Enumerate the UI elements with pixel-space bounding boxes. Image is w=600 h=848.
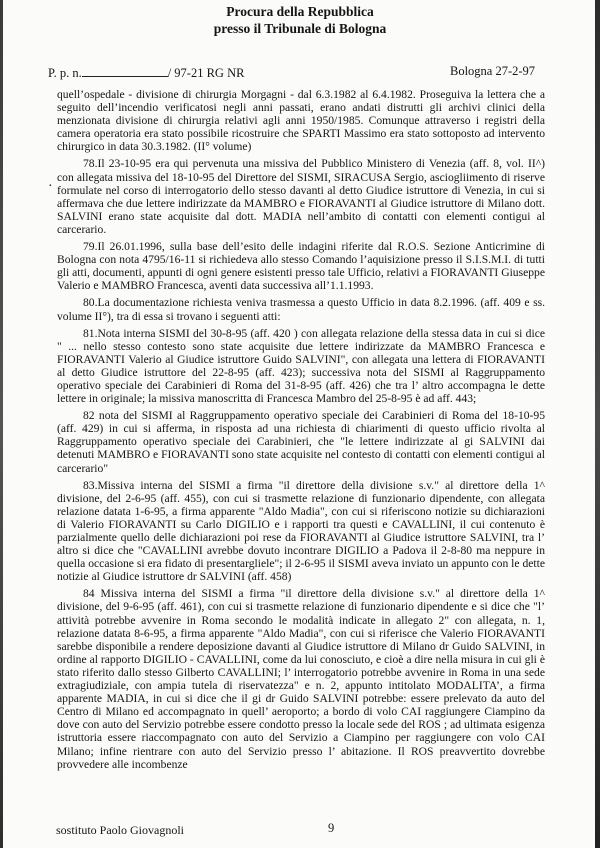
paragraph-79: 79.Il 26.01.1996, sulla base dell’esito delle indagini riferite dal R.O.S. Sezione Anticrimine di Bologna con nota 4795/16-11 si richiedeva allo stesso Comando l’aquisizione presso il S.I.S.M.I. di tutti gli atti, documenti, appunti di ogni genere esistenti presso tale Ufficio, relativi a FIORAVANTI Giuseppe Valerio e MAMBRO Francesca, aventi data successiva all’1.1.1993. (57, 240, 545, 293)
page-number: 9 (328, 821, 335, 835)
scan-edge-left (0, 0, 3, 848)
paragraph-83: 83.Missiva interna del SISMI a firma "il direttore della divisione s.v." al direttore della 1^ divisione, del 2-6-95 (aff. 455), con cui si trasmette relazione di funzionario dipendente, con allegata relazione datata 1-6-95, a firma apparente "Aldo Madia", con cui si riferiscono notizie su dichiarazioni di Valerio FIORAVANTI su Carlo DIGILIO e i rapporti tra questi e CAVALLINI, il cui contenuto è parzialmente quello delle dichiarazioni poi rese da FIORAVANTI al Giudice istruttore SALVINI, tra l’ altro si dice che "CAVALLINI avrebbe dovuto incontrare DIGILIO a Padova il 2-8-80 ma neppure in quella occasione si era fidato di presentargliele"; il 2-6-95 il SISMI aveva inviato un appunto con le dette notizie al Giudice istruttore dr SALVINI (aff. 458) (57, 478, 545, 584)
header-court: presso il Tribunale di Bologna (213, 21, 387, 36)
paragraph-80: 80.La documentazione richiesta veniva trasmessa a questo Ufficio in data 8.2.1996. (aff. 409 e ss. volume II°), tra di essa si trovano i seguenti atti: (57, 296, 545, 323)
paragraph-78: 78.Il 23-10-95 era qui pervenuta una missiva del Pubblico Ministero di Venezia (aff. 8, vol. II^) con allegata missiva del 18-10-95 del Direttore del SISMI, SIRACUSA Sergio, asciogliimento di riserve formulate nel corso di interrogatorio dello stesso davanti al detto Giudice istruttore di Venezia, in cui si affermava che due lettere indirizzate da MAMBRO e FIORAVANTI al Giudice istruttore di Milano dott. SALVINI erano state acquisite dal dott. MADIA nell’ambito di contatti con elementi contigui al carcerario. (57, 157, 545, 236)
margin-mark: · (48, 179, 53, 194)
paragraph-84: 84 Missiva interna del SISMI a firma "il direttore della divisione s.v." al direttore della 1^ divisione, del 9-6-95 (aff. 461), con cui si trasmette relazione di funzionario dipendente e si dice che "l’ attività potrebbe avvenire in Roma secondo le modalità indicate in allegato 2" con allegata, n. 1, relazione datata 8-6-95, a firma apparente "Aldo Madia", con cui si riferisce che Valerio FIORAVANTI sarebbe disponibile a rendere deposizione davanti al Giudice istruttore di Milano dr Guido SALVINI, in ordine al rapporto DIGILIO - CAVALLINI, come da lui conosciuto, e cioè a dire nella misura in cui gli è stato riferito dallo stesso Gilberto CAVALLINI; l’ interrogatorio potrebbe avvenire in Roma in una sede extragiudiziale, con ampia tutela di riservatezza" e n. 2, appunto intitolato MODALITA’, a firma apparente MADIA, in cui si dice che il gi dr Guido SALVINI potrebbe: essere prelevato da auto del Centro di Milano ed accompagnato in quell’ aeroporto; a bordo di volo CAI raggiungere Ciampino da dove con auto del Servizio potrebbe essere condotto presso la locale sede del ROS ; ad ultimata esigenza istruttoria essere riaccompagnato con auto del Servizio a Ciampino per raggiungere con volo CAI Milano; infine rientrare con auto del Servizio presso l’ abitazione. Il ROS preavvertito dovrebbe provvedere alle incombenze (57, 587, 545, 771)
paragraph-81: 81.Nota interna SISMI del 30-8-95 (aff. 420 ) con allegata relazione della stessa data in cui si dice " ... nello stesso contesto sono state acquisite due lettere indirizzate da MAMBRO Francesca e FIORAVANTI Valerio al Giudice istruttore Guido SALVINI", con allegata una lettera di FIORAVANTI al detto Giudice istruttore del 22-8-95 (aff. 423); successiva nota del SISMI al Raggruppamento operativo speciale dei Carabinieri di Roma del 31-8-95 (aff. 426) che tra l’ altro accompagna le dette lettere in originale; la missiva manoscritta di Francesca Mambro del 25-8-95 è ad aff. 443; (57, 326, 545, 406)
case-reference (48, 66, 244, 81)
header-office: Procura della Repubblica (226, 4, 374, 19)
document-date: Bologna 27-2-97 (450, 64, 536, 78)
paragraph-continuation: quell’ospedale - divisione di chirurgia Morgagni - dal 6.3.1982 al 6.4.1982. Proseguiva la lettera che a seguito dell’incendio verificatosi negli anni passati, erano andati distrutti gli archivi clinici della menzionata divisione di chirurgia relativi agli anni 1950/1985. Comunque attraverso i registri della camera operatoria era stato possibile ricostruire che SPARTI Massimo era stato sottoposto ad intervento chirurgico in data 30.3.1982. (II° volume) (57, 88, 545, 154)
paragraph-82: 82 nota del SISMI al Raggruppamento operativo speciale dei Carabinieri di Roma del 18-10-95 (aff. 429) in cui si afferma, in risposta ad una richiesta di chiarimenti di questo ufficio rivolta al Raggruppamento operativo speciale dei Carabinieri, che "le lettere indirizzate al gi SALVINI dai detenuti MAMBRO e FIORAVANTI sono state acquisite nel contesto di contatti con elementi contigui al carcerario" (57, 409, 545, 475)
case-reference-suffix: / 97-21 RG NR (167, 66, 245, 80)
footer-author: sostituto Paolo Giovagnoli (56, 823, 185, 837)
document-body (57, 88, 545, 775)
scan-edge-right (595, 0, 600, 848)
case-reference-prefix: P. p. n. (48, 66, 82, 80)
case-number-blank (82, 66, 168, 77)
